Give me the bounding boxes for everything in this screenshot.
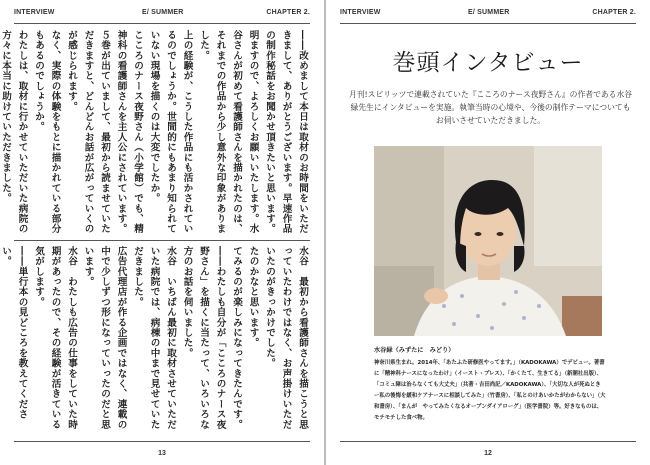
interviewee-photo	[374, 146, 602, 336]
running-header	[340, 9, 636, 21]
text-column: ――わたしも自分が「こころのナース夜野さん」を描くに当たって、いろいろな方のお話を伺いました。	[181, 246, 226, 430]
header-chapter-label: CHAPTER 2.	[592, 9, 636, 16]
article-lead: 月刊!スピリッツで連載されていた『こころのナース夜野さん』の作者である水谷緑先生にインタビューを実施。執筆当時の心境や、今後の制作テーマについてもお伺いさせていただきました。	[348, 90, 633, 125]
header-rule	[14, 23, 310, 24]
text-column: 水谷 最初から看護師さんを描こうと思っていたわけではなく、お声掛けいただいたのがきっかけでした。	[264, 246, 308, 430]
text-column: なく、実際の体験をもとに描かれている部分もあるのでしょうか。	[33, 30, 61, 234]
vertical-text-block-top	[0, 30, 310, 235]
bio-name: 水谷緑（みずたに みどり）	[374, 347, 455, 354]
header-section-label: INTERVIEW	[340, 9, 381, 16]
text-column: 広告代理店が作る企画ではなく、連載の中で少しずつ形になっていったのだと思います。	[82, 246, 127, 430]
vertical-text-block-bottom	[0, 246, 310, 434]
left-page	[0, 0, 324, 465]
running-header	[14, 9, 310, 21]
text-column: 水谷 わたしも広告の仕事をしていた時期があったので、その経験が活きている気がします。	[33, 246, 77, 430]
article-title: 巻頭インタビュー	[392, 50, 584, 76]
footer-rule	[14, 441, 310, 442]
header-section-label: INTERVIEW	[14, 9, 55, 16]
text-column: てみるのが楽しみになってきたんです。	[231, 246, 242, 430]
right-page	[326, 0, 650, 465]
text-column: 明ますので、よろしくお願いいたします。水谷さんが初めて看護師さんを描かれたのは、それまでの作品から少し意外な印象がありました。	[198, 30, 259, 234]
footer-rule	[340, 441, 636, 442]
header-rule	[340, 23, 636, 24]
header-issue-label: E/ SUMMER	[468, 9, 510, 16]
text-column: こころのナース夜野さん（小学館）でも、精神科の看護師さんを主人公にされています。	[115, 30, 143, 234]
page-number: 12	[484, 450, 492, 457]
text-column: ――改めまして本日は取材のお時間をいただきまして、ありがとうございます。早速作品の制作秘話をお聞かせ頂きたいと思います。	[264, 30, 308, 234]
text-column: ５巻が出ていまして、最初から読ませていただきますと、どんどんお話が広がっていくのが感じられます。	[66, 30, 110, 234]
page-number: 13	[158, 450, 166, 457]
text-column: 水谷 いちばん最初に取材させていただいた病院では、病棟の中まで見せていただきました。	[132, 246, 176, 430]
header-chapter-label: CHAPTER 2.	[266, 9, 310, 16]
text-column: たのかなと思います。	[247, 246, 259, 348]
bio-text: 神奈川県生まれ。2014年、「あたふた研修医やってます。」（KADOKAWA）でデビュー。著書に「精神科ナースになったわけ」（イースト・プレス）、「かくたて、生きてる」（新潮社出版）、「コミュ障は治らなくても大丈夫」（共著・吉田尚記／KADOKAWA）、「大切な人が死ぬときー私の後悔を緩和ケアナースに相談してみた」（竹書房）、「私とのけあいかたがわからない」（大和書房）、「まんが やってみたくなるオープンダイアローグ」（医学書院）等。好きなものは、モチモチした食べ物。	[374, 360, 606, 421]
header-issue-label: E/ SUMMER	[142, 9, 184, 16]
text-column: 上の経験が、こうした作品にも活かされているのでしょうか。世間的にもあまり知られていない現場を描くのは大変でしたか。	[148, 30, 193, 234]
section-divider	[14, 240, 310, 241]
text-column: ――単行本の見どころを教えてください。	[0, 246, 28, 420]
text-column: わたしは、取材に行かせていただいた病院の方々に本当に助けていただきました。	[0, 30, 28, 234]
